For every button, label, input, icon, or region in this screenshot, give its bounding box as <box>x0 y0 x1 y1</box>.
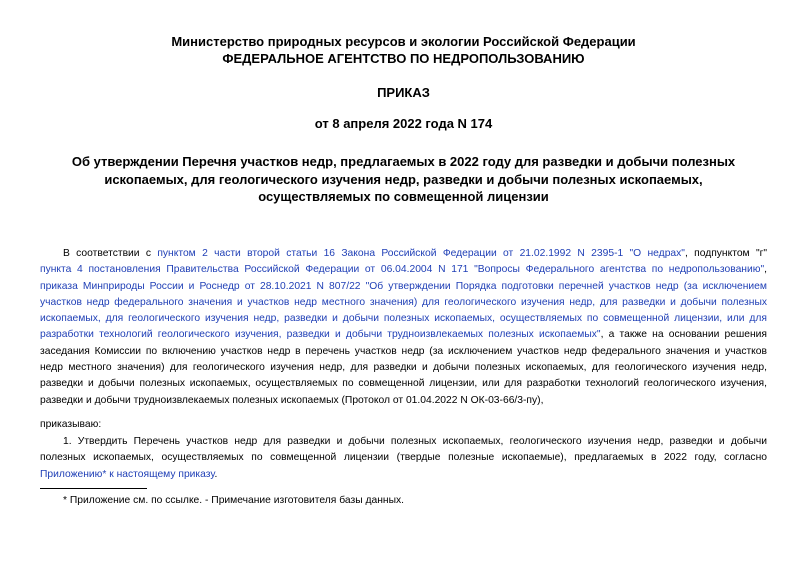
appendix-link[interactable]: Приложению* к настоящему приказу <box>40 468 215 480</box>
preamble-line: заседания Комиссии по включению участков недр в перечень участков недр (за исключением участков недр федерального значения и участков <box>40 345 767 357</box>
preamble-line <box>40 327 767 343</box>
preamble-text: В соответствии с <box>63 248 158 259</box>
ministry-order-link-cont[interactable]: ископаемых, для геологического изучения недр, разведки и добычи полезных ископаемых, осуществляемых по совмещенной лицензии, или для <box>40 313 767 325</box>
preamble-line: разведки и добычи трудноизвлекаемых полезных ископаемых (Протокол от 01.04.2022 N ОК-03-66/3-пу), <box>40 394 544 406</box>
document-title <box>40 153 767 206</box>
order-word <box>40 417 767 433</box>
title-line: Об утверждении Перечня участков недр, предлагаемых в 2022 году для разведки и добычи полезных <box>71 154 736 169</box>
order-word-text: приказываю: <box>40 419 102 430</box>
preamble-text: , <box>764 264 767 276</box>
preamble-text: , а также на основании решения <box>600 329 767 341</box>
preamble-line <box>40 262 767 278</box>
footnote-divider <box>40 488 147 489</box>
ministry-order-link[interactable]: приказа Минприроды России и Роснедр от 28.10.2021 N 807/22 "Об утверждении Порядка подготовки перечней участков недр (за исключением <box>40 280 767 292</box>
title-line: осуществляемых по совмещенной лицензии <box>258 189 549 204</box>
item-1-line: полезных ископаемых, осуществляемых по совмещенной лицензии (твердые полезные ископаемые), предлагаемых в 2022 году, согласно <box>40 452 767 464</box>
preamble-line <box>40 246 767 262</box>
law-on-subsoil-link[interactable]: пунктом 2 части второй статьи 16 Закона Российской Федерации от 21.02.1992 N 2395-1 "О недрах" <box>157 248 685 259</box>
preamble-line: недр местного значения) для геологического изучения недр, для разведки и добычи полезных ископаемых, для геологического изучения недр, <box>40 362 767 374</box>
item-1-line: 1. Утвердить Перечень участков недр для разведки и добычи полезных ископаемых, геологического изучения недр, разведки и добычи <box>63 436 767 447</box>
ministry-name: Министерство природных ресурсов и экологии Российской Федерации <box>171 34 636 49</box>
ministry-order-link-cont[interactable]: участков недр федерального значения и участков недр местного значения) для геологического изучения недр, для разведки и добычи полезных <box>40 296 767 308</box>
preamble-paragraph <box>40 246 767 409</box>
government-decree-link[interactable]: пункта 4 постановления Правительства Российской Федерации от 06.04.2004 N 171 "Вопросы Федерального агентства по недропользованию" <box>40 264 765 276</box>
preamble-line: разведки и добычи полезных ископаемых, осуществляемых по совмещенной лицензии, или для разработки технологий геологического изучения, <box>40 378 767 390</box>
item-1-paragraph <box>40 434 767 483</box>
ministry-order-link-cont[interactable]: разработки технологий геологического изучения, разведки и добычи трудноизвлекаемых полезных ископаемых" <box>40 329 601 341</box>
agency-name: ФЕДЕРАЛЬНОЕ АГЕНТСТВО ПО НЕДРОПОЛЬЗОВАНИЮ <box>222 51 585 66</box>
document-date-number: от 8 апреля 2022 года N 174 <box>314 116 493 131</box>
document-type: ПРИКАЗ <box>377 85 430 100</box>
preamble-text: , подпунктом "г" <box>684 248 768 259</box>
item-1-line <box>40 467 767 483</box>
title-line: ископаемых, для геологического изучения недр, разведки и добычи полезных ископаемых, <box>104 171 703 187</box>
footnote: * Приложение см. по ссылке. - Примечание изготовителя базы данных. <box>63 495 405 506</box>
item-1-text: . <box>214 468 218 480</box>
